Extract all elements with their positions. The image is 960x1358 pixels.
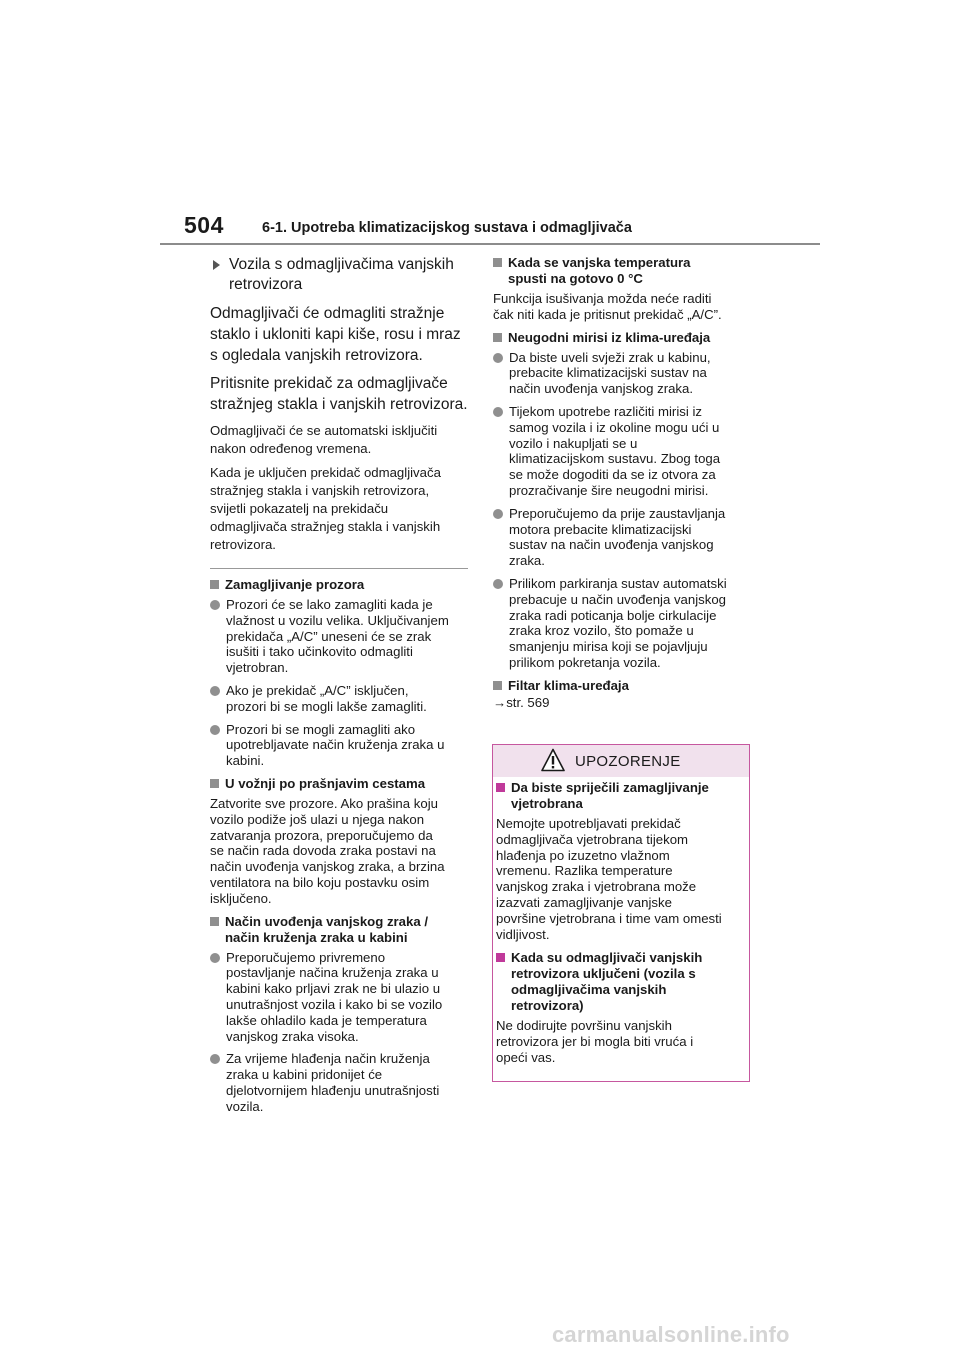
heading-text: U vožnji po prašnjavim cestama xyxy=(225,775,426,791)
square-bullet-icon xyxy=(493,333,502,342)
section-title-line: Vozila s odmagljivačima vanjskih xyxy=(229,256,454,273)
text-line: prozori bi se mogli lakše zamagliti. xyxy=(226,698,427,714)
heading-text: vjetrobrana xyxy=(511,796,583,811)
warning-title-bar xyxy=(493,745,749,777)
text-line: staklo i ukloniti kapi kiše, rosu i mraz xyxy=(210,326,461,343)
list-item xyxy=(210,597,468,676)
heading-low-temperature xyxy=(493,255,751,287)
section-divider xyxy=(210,568,468,569)
text-line: prebacite klimatizacijski sustav na xyxy=(509,365,707,381)
text-line: izazvati zamagljivanje vanjske xyxy=(496,894,672,910)
round-bullet-icon xyxy=(493,407,503,417)
defogger-instruction xyxy=(210,373,468,415)
chapter-title: 6-1. Upotreba klimatizacijskog sustava i odmagljivača xyxy=(262,220,632,236)
round-bullet-icon xyxy=(493,353,503,363)
text-line: stražnjeg stakla i vanjskih retrovizora, xyxy=(210,483,430,498)
list-item xyxy=(210,1051,468,1114)
watermark xyxy=(552,1322,950,1352)
warning-text-windshield xyxy=(496,816,744,942)
heading-text: Zamagljivanje prozora xyxy=(225,577,365,592)
text-line: kabini. xyxy=(226,753,265,769)
left-column xyxy=(210,255,468,1122)
text-line: prekidača „A/C” uneseni će se zrak xyxy=(226,628,432,644)
text-line: odmagljivača stražnjeg stakla i vanjskih xyxy=(210,519,441,534)
round-bullet-icon xyxy=(210,686,220,696)
defogger-indicator-note xyxy=(210,464,468,554)
text-line: odmagljivača vjetrobrana tijekom xyxy=(496,831,689,847)
warning-body xyxy=(493,777,749,1066)
square-bullet-icon xyxy=(210,580,219,589)
text-line: stražnjeg stakla i vanjskih retrovizora. xyxy=(210,396,468,413)
page-number: 504 xyxy=(184,212,224,238)
heading-text: odmagljivačima vanjskih xyxy=(511,982,667,998)
list-item xyxy=(493,350,751,397)
heading-ac-filter xyxy=(493,678,751,694)
text-line: Preporučujemo privremeno xyxy=(226,949,386,965)
text-line: postavljanje načina kruženja zraka u xyxy=(226,965,439,981)
text-line: vanjskog zraka visoka. xyxy=(226,1028,359,1044)
text-line: djelotvornijem hlađenju unutrašnjosti xyxy=(226,1082,440,1098)
square-bullet-icon xyxy=(210,917,219,926)
text-line: Odmagljivači će odmagliti stražnje xyxy=(210,305,445,322)
section-title-mirror-defoggers xyxy=(210,255,468,295)
warning-title: UPOZORENJE xyxy=(575,753,681,770)
text-line: vlažnost u vozilu velika. Uključivanjem xyxy=(226,612,449,628)
square-bullet-icon xyxy=(210,779,219,788)
heading-text: retrovizora) xyxy=(511,998,584,1014)
heading-odors xyxy=(493,330,751,346)
square-bullet-icon xyxy=(493,258,502,267)
text-line: prilikom pokretanja vozila. xyxy=(509,654,661,670)
text-line: način uvođenja vanjskog zraka. xyxy=(509,381,694,397)
text-line: lakše ohladilo kada je temperatura xyxy=(226,1012,427,1028)
text-line: kabini kako prljavi zrak ne bi ulazio u xyxy=(226,981,441,997)
text-line: isušiti i tako učinkovito odmagliti xyxy=(226,644,413,660)
heading-text: način kruženja zraka u kabini xyxy=(225,929,408,945)
text-line: retrovizora. xyxy=(210,537,276,552)
text-line: način uvođenja vanjskog zraka, a brzina xyxy=(210,859,445,875)
text-line: isključeno. xyxy=(210,890,272,906)
text-line: s ogledala vanjskih retrovizora. xyxy=(210,347,423,364)
round-bullet-icon xyxy=(210,953,220,963)
text-line: vidljivost. xyxy=(496,926,550,942)
text-line: se način rada dovoda zraka postavi na xyxy=(210,843,436,859)
round-bullet-icon xyxy=(210,1054,220,1064)
warning-heading-mirror-defoggers xyxy=(496,950,744,1014)
text-line: vozilo podiže još ulazi u njega nakon xyxy=(210,811,425,827)
heading-text: Da biste spriječili zamagljivanje xyxy=(511,780,709,795)
heading-text: Kada su odmagljivači vanjskih xyxy=(511,950,703,966)
text-line: Nemojte upotrebljavati prekidač xyxy=(496,816,681,831)
text-line: vanjskog zraka i vjetrobrana može xyxy=(496,879,697,895)
round-bullet-icon xyxy=(493,579,503,589)
text-line: prebacuje u način uvođenja vanjskog xyxy=(509,591,727,607)
warning-text-mirror-defoggers xyxy=(496,1018,744,1065)
text-line: zraka radi poticanja bolje cirkulacije xyxy=(509,607,717,623)
round-bullet-icon xyxy=(210,600,220,610)
right-column xyxy=(493,255,751,711)
text-line: samog vozila i iz okoline mogu ući u xyxy=(509,419,720,435)
section-title-line: retrovizora xyxy=(229,276,303,293)
text-line: se može dogoditi da se iz otvora za xyxy=(509,467,716,483)
heading-text: retrovizora uključeni (vozila s xyxy=(511,966,696,982)
warning-box xyxy=(492,744,750,1082)
text-line: Funkcija isušivanja možda neće raditi xyxy=(493,291,712,306)
list-item xyxy=(493,404,751,499)
square-bullet-icon xyxy=(496,953,505,962)
text-line: Preporučujemo da prije zaustavljanja xyxy=(509,505,726,521)
text-line: Da biste uveli svježi zrak u kabinu, xyxy=(509,349,711,365)
text-line: upotrebljavate način kruženja zraka u xyxy=(226,737,445,753)
text-line: klimatizacijskom sustavu. Zbog toga xyxy=(509,451,721,467)
list-item xyxy=(493,576,751,671)
text-line: Prozori će se lako zamagliti kada je xyxy=(226,597,433,612)
square-bullet-icon xyxy=(493,681,502,690)
heading-air-intake-mode xyxy=(210,914,468,946)
square-bullet-icon xyxy=(496,783,505,792)
text-line: vjetrobran. xyxy=(226,660,289,676)
heading-text: Kada se vanjska temperatura xyxy=(508,255,691,270)
list-item xyxy=(210,950,468,1045)
text-line: vozilo i nakupljati se u xyxy=(509,435,638,451)
text-line: motora prebacite klimatizacijski xyxy=(509,521,692,537)
text-line: Prozori bi se mogli zamagliti ako xyxy=(226,721,416,737)
text-line: Pritisnite prekidač za odmagljivače xyxy=(210,375,448,392)
warning-heading-windshield xyxy=(496,780,744,812)
defogger-auto-off-note xyxy=(210,422,468,458)
text-line: svijetli pokazatelj na prekidaču xyxy=(210,501,389,516)
text-line: Odmagljivači će se automatski isključiti xyxy=(210,423,438,438)
text-line: zraka. xyxy=(509,553,545,569)
text-line: prozračivanje šire neugodni mirisi. xyxy=(509,482,709,498)
page-reference-link[interactable]: →str. 569 xyxy=(493,694,550,710)
text-line: opeći vas. xyxy=(496,1049,556,1065)
text-line: vozila. xyxy=(226,1098,264,1114)
text-line: zraka u kabini pridonijet će xyxy=(226,1067,383,1083)
header-divider xyxy=(160,243,820,245)
text-line: unutrašnjost vozila i kako bi se vozilo xyxy=(226,996,443,1012)
list-item xyxy=(210,683,468,715)
heading-dusty-roads xyxy=(210,776,468,792)
text-line: Tijekom upotrebe različiti mirisi iz xyxy=(509,403,702,419)
text-line: čak niti kada je pritisnut prekidač „A/C”. xyxy=(493,306,722,322)
text-line: površine vjetrobrana i time vam omesti xyxy=(496,910,722,926)
heading-window-fogging xyxy=(210,577,468,593)
text-line: Prilikom parkiranja sustav automatski xyxy=(509,575,727,591)
text-line: hlađenja po izuzetno vlažnom xyxy=(496,847,670,863)
text-line: Ne dodirujte površinu vanjskih xyxy=(496,1018,672,1034)
text-line: ventilatora na bilo koju postavku osim xyxy=(210,874,430,890)
list-item xyxy=(210,722,468,769)
text-line: Zatvorite sve prozore. Ako prašina koju xyxy=(210,795,438,811)
text-line: Ako je prekidač „A/C” isključen, xyxy=(226,682,409,698)
text-line: zatvaranja prozora, preporučujemo da xyxy=(210,827,433,843)
triangle-bullet-icon xyxy=(213,260,220,270)
dusty-roads-text xyxy=(210,796,468,907)
text-line: smanjenju mirisa koji se pojavljuju xyxy=(509,639,708,655)
text-line: zraka kroz vozilo, što pomaže u xyxy=(509,623,694,639)
heading-text: Filtar klima-uređaja xyxy=(508,677,629,693)
warning-triangle-icon xyxy=(541,748,565,772)
low-temperature-text xyxy=(493,291,751,323)
text-line: Kada je uključen prekidač odmagljivača xyxy=(210,465,441,480)
text-line: sustav na način uvođenja vanjskog xyxy=(509,537,714,553)
text-line: retrovizora jer bi mogla biti vruća i xyxy=(496,1034,694,1050)
text-line: vremenu. Razlika temperature xyxy=(496,863,673,879)
text-line: nakon određenog vremena. xyxy=(210,441,372,456)
defogger-description xyxy=(210,303,468,366)
text-line: Za vrijeme hlađenja način kruženja xyxy=(226,1051,430,1067)
heading-text: Neugodni mirisi iz klima-uređaja xyxy=(508,329,711,345)
list-item xyxy=(493,506,751,569)
watermark-text: carmanualsonline.info xyxy=(552,1322,790,1347)
round-bullet-icon xyxy=(493,509,503,519)
round-bullet-icon xyxy=(210,725,220,735)
heading-text: Način uvođenja vanjskog zraka / xyxy=(225,913,429,929)
heading-text: spusti na gotovo 0 °C xyxy=(508,271,643,286)
